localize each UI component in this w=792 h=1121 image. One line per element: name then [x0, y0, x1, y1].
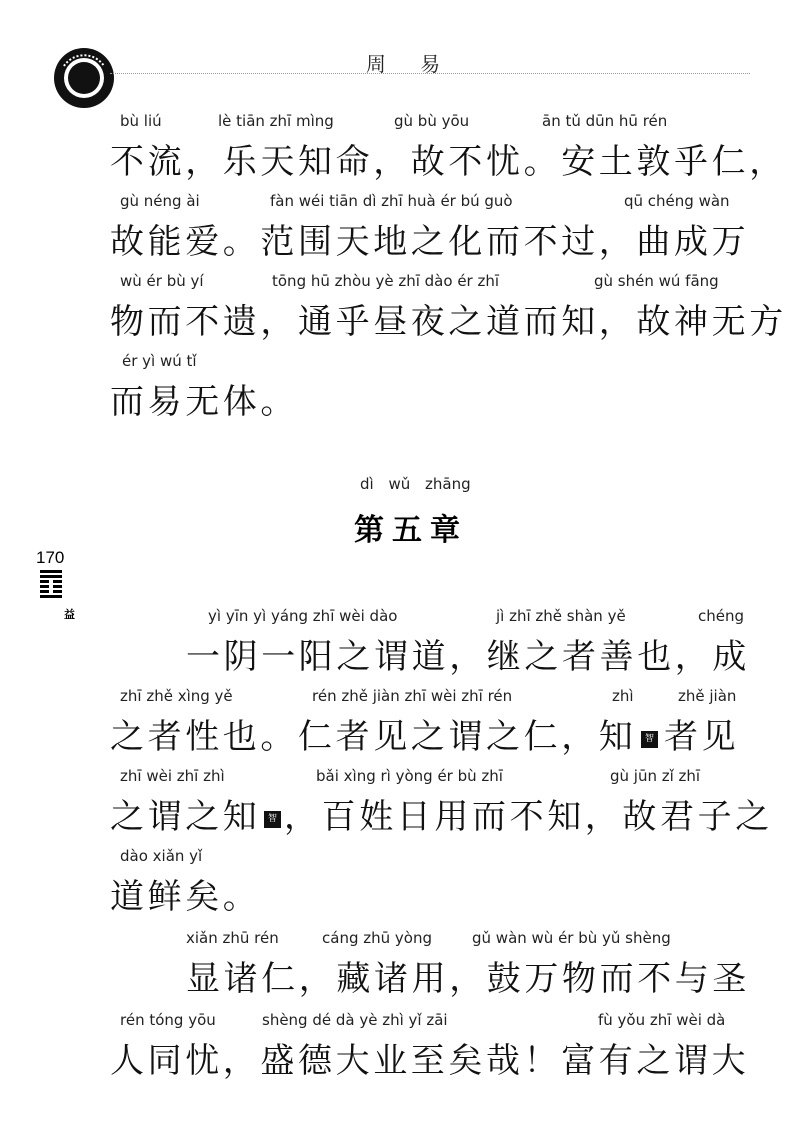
- yi-hexagram-icon: [40, 570, 62, 600]
- pinyin-row: [0, 1011, 792, 1035]
- pinyin-segment: zhī wèi zhī zhì: [120, 767, 225, 785]
- chinese-text: 物而不遗，通乎昼夜之道而知，故神无方: [110, 302, 787, 342]
- pinyin-segment: jì zhī zhě shàn yě: [496, 607, 626, 625]
- pinyin-segment: fàn wéi tiān dì zhī huà ér bú guò: [270, 192, 513, 210]
- pinyin-segment: gù néng ài: [120, 192, 200, 210]
- chapter-pinyin: dì wǔ zhāng: [360, 475, 471, 493]
- chapter-title: 第五章: [354, 513, 468, 548]
- pinyin-segment: dào xiǎn yǐ: [120, 847, 203, 865]
- text-line: [0, 687, 792, 767]
- chinese-text: 者见: [664, 717, 740, 757]
- text-line: [0, 847, 792, 927]
- pinyin-row: [0, 767, 792, 791]
- chinese-text: 而易无体。: [110, 382, 298, 422]
- pinyin-segment: zhě jiàn: [678, 687, 737, 705]
- pinyin-row: [0, 929, 792, 953]
- text-line: [0, 192, 792, 272]
- pinyin-segment: chéng: [698, 607, 745, 625]
- pinyin-segment: shèng dé dà yè zhì yǐ zāi: [262, 1011, 448, 1029]
- pinyin-row: [0, 847, 792, 871]
- pinyin-segment: ān tǔ dūn hū rén: [542, 112, 668, 130]
- text-line: [0, 929, 792, 1009]
- pinyin-segment: lè tiān zhī mìng: [218, 112, 334, 130]
- chinese-text: 不流，乐天知命，故不忧。安土敦乎仁，: [110, 142, 787, 182]
- pinyin-segment: gù bù yōu: [394, 112, 470, 130]
- pinyin-segment: gǔ wàn wù ér bù yǔ shèng: [472, 929, 671, 947]
- chinese-text: 故能爱。范围天地之化而不过，曲成万: [110, 222, 750, 262]
- pinyin-segment: ér yì wú tǐ: [122, 352, 197, 370]
- book-series-seal-icon: [52, 46, 116, 110]
- chinese-text: 一阴一阳之谓道，继之者善也，成: [186, 637, 750, 677]
- pinyin-segment: yì yīn yì yáng zhī wèi dào: [208, 607, 398, 625]
- pinyin-row: [0, 352, 792, 376]
- pinyin-segment: zhī zhě xìng yě: [120, 687, 233, 705]
- pinyin-row: [0, 192, 792, 216]
- pinyin-segment: zhì: [612, 687, 634, 705]
- chinese-text: 之者性也。仁者见之谓之仁，知: [110, 717, 637, 757]
- text-line: [0, 607, 792, 687]
- pinyin-segment: gù jūn zǐ zhī: [610, 767, 701, 785]
- pinyin-segment: gù shén wú fāng: [594, 272, 719, 290]
- pinyin-segment: fù yǒu zhī wèi dà: [598, 1011, 726, 1029]
- chinese-text: 之谓之知: [110, 797, 261, 837]
- chinese-text: 显诸仁，藏诸用，鼓万物而不与圣: [186, 959, 750, 999]
- chinese-text: 人同忧，盛德大业至矣哉！富有之谓大: [110, 1041, 750, 1081]
- chinese-text: 道鲜矣。: [110, 877, 261, 917]
- variant-character-note: 智: [641, 731, 658, 748]
- pinyin-segment: bù liú: [120, 112, 162, 130]
- hexagram-label: 益: [64, 608, 75, 621]
- text-line: [0, 112, 792, 192]
- variant-character-note: 智: [264, 811, 281, 828]
- text-line: [0, 272, 792, 352]
- text-line: [0, 352, 792, 432]
- pinyin-row: [0, 687, 792, 711]
- pinyin-segment: qū chéng wàn: [624, 192, 730, 210]
- pinyin-segment: bǎi xìng rì yòng ér bù zhī: [316, 767, 503, 785]
- page-number: 170: [36, 548, 65, 567]
- chinese-text: ，百姓日用而不知，故君子之: [284, 797, 773, 837]
- running-header-title: 周 易: [365, 52, 455, 76]
- pinyin-segment: wù ér bù yí: [120, 272, 204, 290]
- pinyin-segment: rén tóng yōu: [120, 1011, 216, 1029]
- pinyin-segment: xiǎn zhū rén: [186, 929, 279, 947]
- text-line: [0, 767, 792, 847]
- pinyin-row: [0, 112, 792, 136]
- pinyin-segment: rén zhě jiàn zhī wèi zhī rén: [312, 687, 513, 705]
- pinyin-segment: cáng zhū yòng: [322, 929, 432, 947]
- pinyin-row: [0, 607, 792, 631]
- pinyin-segment: tōng hū zhòu yè zhī dào ér zhī: [272, 272, 500, 290]
- pinyin-row: [0, 272, 792, 296]
- text-line: [0, 1011, 792, 1091]
